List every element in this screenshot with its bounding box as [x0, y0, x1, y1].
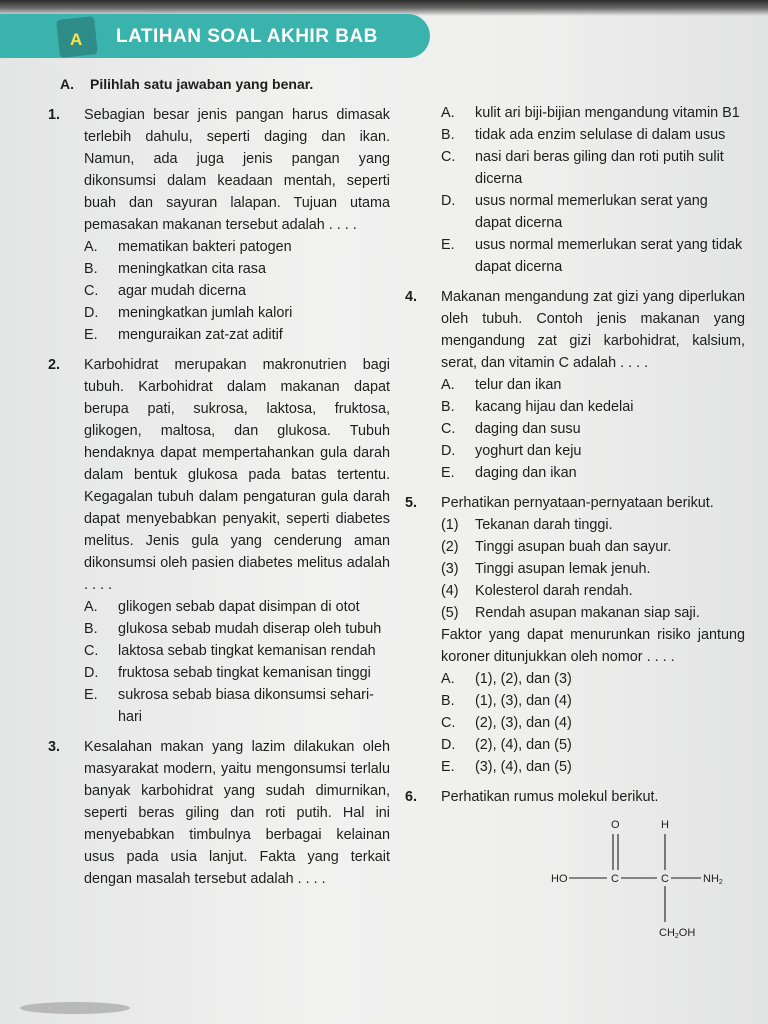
option-text: fruktosa sebab tingkat kemanisan tinggi — [118, 665, 371, 681]
atom-o: O — [611, 819, 620, 831]
option-d[interactable] — [84, 662, 390, 684]
option-text: laktosa sebab tingkat kemanisan rendah — [118, 643, 376, 659]
statement-number: (5) — [441, 605, 459, 621]
question-number: 3. — [48, 739, 61, 755]
atom-c1: C — [611, 873, 619, 885]
option-letter: A. — [441, 377, 455, 393]
header-badge-letter: A — [70, 30, 83, 49]
question-stem: Sebagian besar jenis pangan harus dimasak terlebih dahulu, seperti daging dan ikan. Namun, ada juga jenis pangan yang dikonsumsi dalam keadaan mentah, seperti buah dan sayuran lalapan. Tujuan utama pemasakan makanan tersebut adalah . . . . — [84, 107, 390, 233]
statement-text: Tinggi asupan lemak jenuh. — [475, 561, 651, 577]
option-text: kulit ari biji-bijian mengandung vitamin B1 — [475, 105, 740, 121]
atom-c2: C — [661, 873, 669, 885]
option-c[interactable] — [441, 146, 745, 190]
option-letter: C. — [441, 149, 456, 165]
option-d[interactable] — [441, 190, 745, 234]
statement-number: (2) — [441, 539, 459, 555]
option-text: (2), (3), dan (4) — [475, 715, 572, 731]
option-letter: D. — [441, 193, 456, 209]
question-number: 2. — [48, 357, 61, 373]
option-e[interactable] — [84, 324, 390, 346]
option-letter: B. — [441, 127, 455, 143]
option-c[interactable] — [84, 280, 390, 302]
option-text: daging dan susu — [475, 421, 581, 437]
question-stem: Kesalahan makan yang lazim dilakukan oleh masyarakat modern, yaitu mengonsumsi terlalu banyak karbohidrat yang sudah dimurnikan, seperti beras giling dan roti putih. Hal ini menyebabkan timbulnya berbagai kelainan usus pada usia lanjut. Fakta yang terkait dengan masalah tersebut adalah . . . . — [84, 739, 390, 887]
option-letter: D. — [441, 443, 456, 459]
statement-number: (4) — [441, 583, 459, 599]
option-letter: C. — [441, 715, 456, 731]
question-3-options — [405, 102, 745, 278]
atom-ch2oh — [659, 927, 695, 940]
question-6 — [405, 786, 745, 808]
option-text: nasi dari beras giling dan roti putih sulit dicerna — [475, 149, 724, 187]
statement-text: Rendah asupan makanan siap saji. — [475, 605, 700, 621]
question-stem: Makanan mengandung zat gizi yang diperlukan oleh tubuh. Contoh jenis makanan yang mengandung zat gizi karbohidrat, kalsium, serat, dan vitamin C adalah . . . . — [441, 289, 745, 371]
option-letter: B. — [84, 621, 98, 637]
option-letter: D. — [441, 737, 456, 753]
option-text: kacang hijau dan kedelai — [475, 399, 634, 415]
option-e[interactable] — [441, 756, 745, 778]
option-letter: A. — [84, 239, 98, 255]
statement-number: (1) — [441, 517, 459, 533]
option-text: agar mudah dicerna — [118, 283, 246, 299]
option-text: (1), (2), dan (3) — [475, 671, 572, 687]
option-text: (2), (4), dan (5) — [475, 737, 572, 753]
question-1 — [40, 104, 390, 346]
option-a[interactable] — [84, 596, 390, 618]
option-letter: B. — [84, 261, 98, 277]
option-c[interactable] — [441, 418, 745, 440]
option-a[interactable] — [84, 236, 390, 258]
option-text: (1), (3), dan (4) — [475, 693, 572, 709]
option-letter: E. — [84, 687, 98, 703]
option-letter: C. — [441, 421, 456, 437]
question-stem: Perhatikan rumus molekul berikut. — [441, 789, 659, 805]
molecular-formula — [465, 808, 745, 938]
atom-ho: HO — [551, 873, 568, 885]
atom-nh-text: NH — [703, 873, 719, 885]
option-text: telur dan ikan — [475, 377, 562, 393]
option-text: (3), (4), dan (5) — [475, 759, 572, 775]
option-letter: E. — [84, 327, 98, 343]
statement-text: Kolesterol darah rendah. — [475, 583, 633, 599]
option-a[interactable] — [441, 102, 745, 124]
option-text: glikogen sebab dapat disimpan di otot — [118, 599, 360, 615]
option-letter: E. — [441, 237, 455, 253]
option-text: meningkatkan jumlah kalori — [118, 305, 293, 321]
question-number: 1. — [48, 107, 61, 123]
option-letter: E. — [441, 465, 455, 481]
section-instruction: Pilihlah satu jawaban yang benar. — [90, 76, 314, 92]
option-text: sukrosa sebab biasa dikonsumsi sehari-hari — [118, 687, 374, 725]
option-a[interactable] — [441, 374, 745, 396]
option-d[interactable] — [441, 734, 745, 756]
option-letter: B. — [441, 399, 455, 415]
question-2 — [40, 354, 390, 728]
right-column — [405, 102, 745, 938]
option-text: daging dan ikan — [475, 465, 577, 481]
option-text: usus normal memerlukan serat yang tidak dapat dicerna — [475, 237, 743, 275]
option-text: glukosa sebab mudah diserap oleh tubuh — [118, 621, 382, 637]
option-d[interactable] — [84, 302, 390, 324]
statement-text: Tinggi asupan buah dan sayur. — [475, 539, 672, 555]
option-c[interactable] — [441, 712, 745, 734]
statement-5 — [441, 602, 745, 624]
option-b[interactable] — [84, 258, 390, 280]
statement-text: Tekanan darah tinggi. — [475, 517, 613, 533]
formula-diagram — [505, 816, 725, 942]
question-number: 4. — [405, 289, 418, 305]
question-stem-continued: Faktor yang dapat menurunkan risiko jantung koroner ditunjukkan oleh nomor . . . . — [441, 627, 745, 665]
left-column — [40, 104, 390, 890]
question-number: 6. — [405, 789, 418, 805]
option-b[interactable] — [441, 124, 745, 146]
atom-oh-text: OH — [678, 927, 696, 939]
atom-ch-text: CH — [659, 927, 675, 939]
option-text: usus normal memerlukan serat yang dapat dicerna — [475, 193, 708, 231]
option-letter: C. — [84, 643, 99, 659]
option-e[interactable] — [84, 684, 390, 728]
option-letter: A. — [441, 105, 455, 121]
option-letter: C. — [84, 283, 99, 299]
statement-3 — [441, 558, 745, 580]
option-letter: A. — [84, 599, 98, 615]
option-b[interactable] — [441, 690, 745, 712]
question-stem: Karbohidrat merupakan makronutrien bagi tubuh. Karbohidrat dalam makanan dapat berupa pati, sukrosa, laktosa, fruktosa, glikogen, maltosa, dan glukosa. Tubuh hendaknya dapat mempertahankan gula darah dalam bentuk glukosa pada batas tertentu. Kegagalan tubuh dalam pengaturan gula darah dapat menyebabkan penyakit, seperti diabetes melitus. Jenis gula yang cenderung aman dikonsumsi oleh pasien diabetes melitus adalah . . . . — [84, 357, 390, 593]
atom-h: H — [661, 819, 669, 831]
option-text: yoghurt dan keju — [475, 443, 582, 459]
option-text: meningkatkan cita rasa — [118, 261, 266, 277]
page-title: LATIHAN SOAL AKHIR BAB — [116, 26, 378, 47]
question-3 — [40, 736, 390, 890]
option-letter: A. — [441, 671, 455, 687]
option-text: mematikan bakteri patogen — [118, 239, 292, 255]
atom-nh2 — [703, 873, 723, 886]
option-text: menguraikan zat-zat aditif — [118, 327, 283, 343]
section-label: A. — [60, 76, 74, 92]
option-c[interactable] — [84, 640, 390, 662]
statement-2 — [441, 536, 745, 558]
option-letter: E. — [441, 759, 455, 775]
option-b[interactable] — [441, 396, 745, 418]
question-4 — [405, 286, 745, 484]
option-letter: D. — [84, 665, 99, 681]
section-heading — [60, 76, 313, 92]
statement-1 — [441, 514, 745, 536]
statement-number: (3) — [441, 561, 459, 577]
question-stem: Perhatikan pernyataan-pernyataan berikut. — [441, 495, 714, 511]
option-e[interactable] — [441, 234, 745, 278]
question-number: 5. — [405, 495, 418, 511]
option-letter: D. — [84, 305, 99, 321]
option-text: tidak ada enzim selulase di dalam usus — [475, 127, 726, 143]
option-d[interactable] — [441, 440, 745, 462]
option-e[interactable] — [441, 462, 745, 484]
option-b[interactable] — [84, 618, 390, 640]
option-letter: B. — [441, 693, 455, 709]
option-a[interactable] — [441, 668, 745, 690]
question-5 — [405, 492, 745, 778]
atom-nh-subscript: 2 — [718, 879, 723, 886]
statement-4 — [441, 580, 745, 602]
atom-ch-subscript: 2 — [674, 933, 679, 940]
page-bottom-shadow — [20, 1002, 130, 1014]
